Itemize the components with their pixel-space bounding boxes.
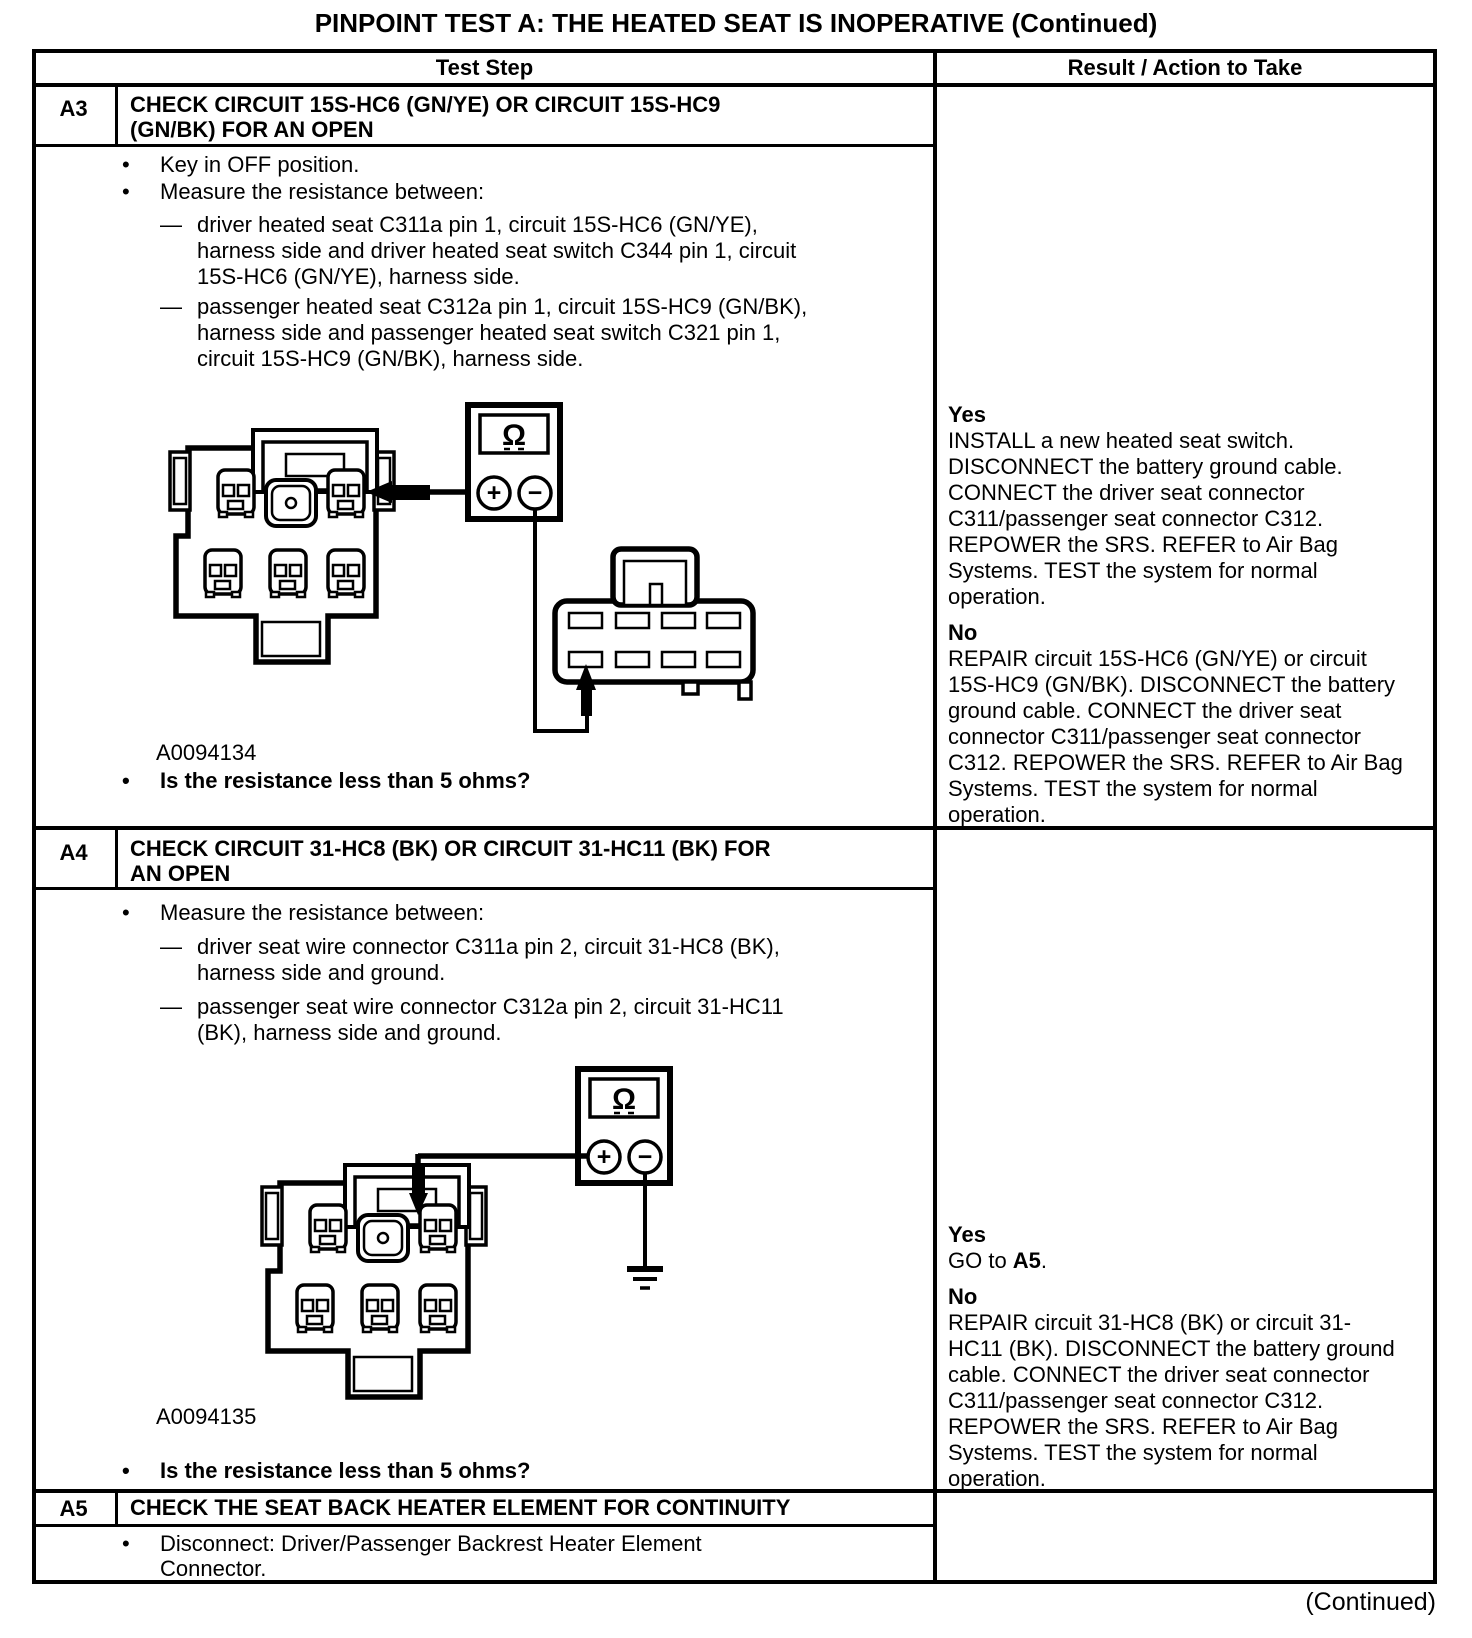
yes-label: Yes — [948, 402, 986, 427]
step-id-a4: A4 — [59, 840, 88, 865]
table-border — [32, 1524, 937, 1527]
step-title-a5: CHECK THE SEAT BACK HEATER ELEMENT FOR CONTINUITY — [130, 1495, 791, 1520]
figure-wiring-diagram-a0094134 — [140, 390, 780, 740]
table-border — [32, 49, 36, 1584]
list-item: • Measure the resistance between: — [122, 179, 485, 204]
no-action-text: REPAIR circuit 31-HC8 (BK) or circuit 31-HC11 (BK). DISCONNECT the battery ground cable. CONNECT the driver seat connector C311/passenger seat connector C312. REPOWER the SRS. REFER to Air Bag Systems. TEST the system for normal operation. — [948, 1310, 1395, 1491]
bullet-marker: • — [122, 768, 130, 793]
list-item: — driver heated seat C311a pin 1, circuit 15S-HC6 (GN/YE), harness side and driver heated seat switch C344 pin 1, circuit 15S-HC6 (GN/YE), harness side. — [160, 212, 797, 289]
page-title: PINPOINT TEST A: THE HEATED SEAT IS INOPERATIVE (Continued) — [314, 8, 1158, 38]
list-item: • Key in OFF position. — [122, 152, 360, 177]
dash-marker: — — [160, 294, 182, 319]
table-border — [115, 1489, 118, 1527]
ground-icon — [627, 1269, 663, 1288]
no-label: No — [948, 1284, 978, 1309]
table-border — [32, 83, 1437, 87]
yes-action-text: GO to A5. — [948, 1248, 1048, 1273]
no-label: No — [948, 620, 978, 645]
list-item: — passenger heated seat C312a pin 1, circuit 15S-HC9 (GN/BK), harness side and passenger heated seat switch C321 pin 1, circuit 15S-HC9 (GN/BK), harness side. — [160, 294, 808, 371]
question-a3: • Is the resistance less than 5 ohms? — [122, 768, 531, 793]
step-title-a3: CHECK CIRCUIT 15S-HC6 (GN/YE) OR CIRCUIT 15S-HC9 (GN/BK) FOR AN OPEN — [130, 92, 721, 142]
list-item: • Disconnect: Driver/Passenger Backrest Heater Element Connector. — [122, 1531, 702, 1581]
probe-body-icon — [412, 1167, 425, 1195]
bullet-marker: • — [122, 1531, 130, 1556]
question-a4: • Is the resistance less than 5 ohms? — [122, 1458, 531, 1483]
table-border — [32, 887, 937, 890]
figure-wiring-diagram-a0094135 — [230, 1058, 790, 1406]
yes-label: Yes — [948, 1222, 986, 1247]
table-border — [1433, 49, 1437, 1584]
table-border — [32, 49, 1437, 53]
table-border — [115, 826, 118, 890]
table-border — [32, 144, 937, 147]
step-id-a3: A3 — [59, 96, 88, 121]
step-title-a4: CHECK CIRCUIT 31-HC8 (BK) OR CIRCUIT 31-HC11 (BK) FOR AN OPEN — [130, 836, 771, 886]
probe-body-icon — [390, 485, 430, 500]
figure-caption: A0094134 — [156, 740, 257, 765]
go-to-target: A5 — [1012, 1248, 1041, 1273]
column-header-result: Result / Action to Take — [1067, 55, 1303, 80]
dash-marker: — — [160, 934, 182, 959]
list-item: — passenger seat wire connector C312a pin 2, circuit 31-HC11 (BK), harness side and ground. — [160, 994, 784, 1045]
list-item: • Measure the resistance between: — [122, 900, 485, 925]
bullet-marker: • — [122, 152, 130, 177]
table-border — [933, 49, 937, 1584]
probe-body-icon — [581, 688, 592, 716]
column-header-test-step: Test Step — [435, 55, 534, 80]
table-border — [115, 83, 118, 147]
bullet-marker: • — [122, 179, 130, 204]
bullet-marker: • — [122, 900, 130, 925]
step-id-a5: A5 — [59, 1496, 88, 1521]
result-cell-a3 — [948, 402, 1403, 828]
yes-action-text: INSTALL a new heated seat switch. DISCONNECT the battery ground cable. CONNECT the driver seat connector C311/passenger seat connector C312. REPOWER the SRS. REFER to Air Bag Systems. TEST the system for normal operation. — [948, 428, 1343, 609]
continued-note: (Continued) — [1305, 1588, 1436, 1616]
bullet-marker: • — [122, 1458, 130, 1483]
figure-caption: A0094135 — [156, 1404, 257, 1429]
no-action-text: REPAIR circuit 15S-HC6 (GN/YE) or circuit 15S-HC9 (GN/BK). DISCONNECT the battery ground cable. CONNECT the driver seat connector C311/passenger seat connector C312. REPOWER the SRS. REFER to Air Bag Systems. TEST the system for normal operation. — [948, 646, 1403, 827]
dash-marker: — — [160, 994, 182, 1019]
dash-marker: — — [160, 212, 182, 237]
result-cell-a4 — [948, 1222, 1403, 1492]
list-item: — driver seat wire connector C311a pin 2, circuit 31-HC8 (BK), harness side and ground. — [160, 934, 780, 985]
